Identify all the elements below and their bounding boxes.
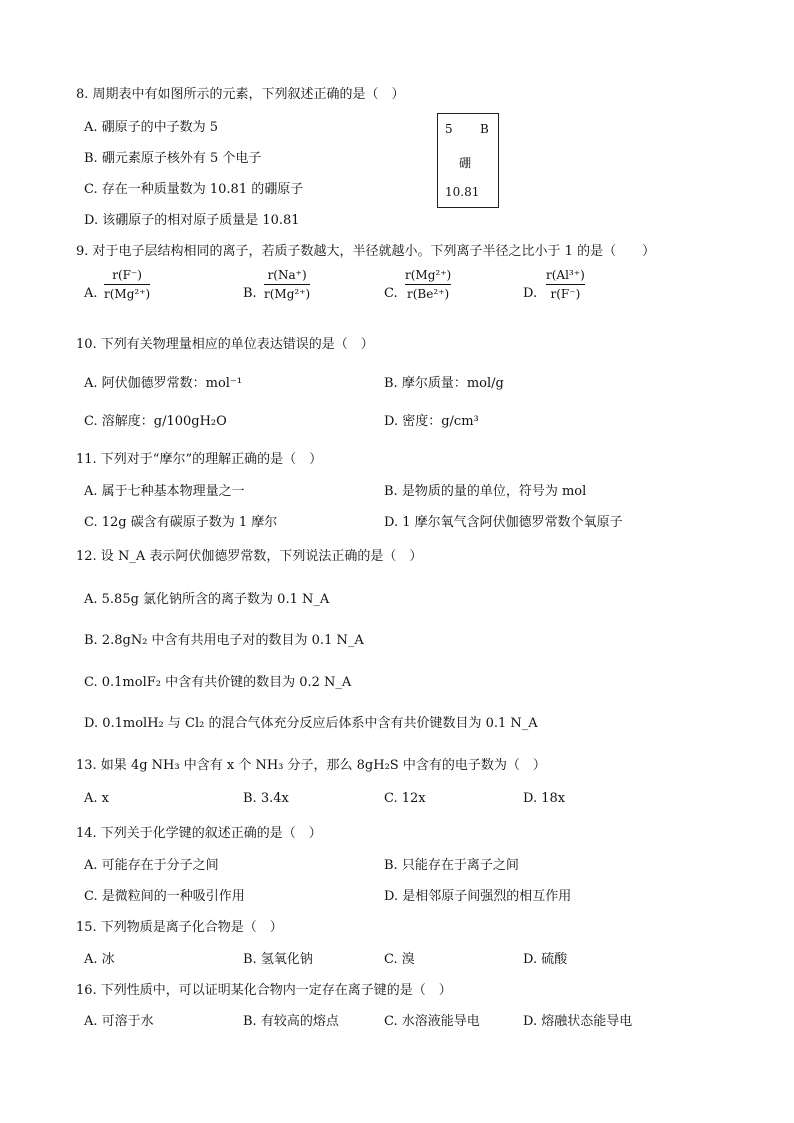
element-symbol: B xyxy=(480,122,489,136)
question-14-option-c: C. 是微粒间的一种吸引作用 xyxy=(84,889,245,904)
element-atomic-number: 5 xyxy=(445,122,453,136)
question-13-option-a: A. x xyxy=(84,791,109,806)
fraction-numerator: r(Al³⁺) xyxy=(546,268,585,282)
question-11-stem: 11. 下列对于“摩尔”的理解正确的是（ ） xyxy=(76,452,323,467)
fraction-numerator: r(Na⁺) xyxy=(267,268,307,282)
question-9-option-d-letter: D. xyxy=(523,286,538,301)
question-11-option-b: B. 是物质的量的单位，符号为 mol xyxy=(384,484,587,499)
question-13-option-d: D. 18x xyxy=(523,791,566,806)
question-9-option-a-letter: A. xyxy=(84,286,98,301)
question-14-stem: 14. 下列关于化学键的叙述正确的是（ ） xyxy=(76,826,322,841)
question-15-option-a: A. 冰 xyxy=(84,952,115,967)
question-12-option-d: D. 0.1molH₂ 与 Cl₂ 的混合气体充分反应后体系中含有共价键数目为 0.1 N_A xyxy=(84,716,538,731)
question-14-option-b: B. 只能存在于离子之间 xyxy=(384,858,519,873)
element-card-boron xyxy=(437,113,499,208)
fraction-bar xyxy=(264,284,310,285)
question-13-option-b: B. 3.4x xyxy=(243,791,289,806)
fraction-bar xyxy=(104,284,150,285)
question-8-option-d: D. 该硼原子的相对原子质量是 10.81 xyxy=(84,213,300,228)
fraction-bar xyxy=(546,284,585,285)
question-8-option-b: B. 硼元素原子核外有 5 个电子 xyxy=(84,151,262,166)
question-10-option-c: C. 溶解度：g/100gH₂O xyxy=(84,414,227,429)
question-11-option-d: D. 1 摩尔氧气含阿伏伽德罗常数个氧原子 xyxy=(384,515,623,530)
question-14-option-d: D. 是相邻原子间强烈的相互作用 xyxy=(384,889,572,904)
question-9-option-a-fraction xyxy=(104,268,150,301)
question-9-stem: 9. 对于电子层结构相同的离子，若质子数越大，半径就越小。下列离子半径之比小于 1 的是（ ） xyxy=(76,244,656,259)
question-10-stem: 10. 下列有关物理量相应的单位表达错误的是（ ） xyxy=(76,337,374,352)
question-12-option-c: C. 0.1molF₂ 中含有共价键的数目为 0.2 N_A xyxy=(84,675,352,690)
question-11-option-c: C. 12g 碳含有碳原子数为 1 摩尔 xyxy=(84,515,278,530)
question-16-option-d: D. 熔融状态能导电 xyxy=(523,1014,633,1029)
question-8-option-c: C. 存在一种质量数为 10.81 的硼原子 xyxy=(84,182,304,197)
question-9-option-b-letter: B. xyxy=(243,286,257,301)
question-12-option-b: B. 2.8gN₂ 中含有共用电子对的数目为 0.1 N_A xyxy=(84,633,364,648)
fraction-numerator: r(Mg²⁺) xyxy=(405,268,452,282)
fraction-denominator: r(Mg²⁺) xyxy=(264,287,311,301)
fraction-numerator: r(F⁻) xyxy=(112,268,142,282)
question-16-option-b: B. 有较高的熔点 xyxy=(243,1014,339,1029)
question-16-option-c: C. 水溶液能导电 xyxy=(384,1014,480,1029)
question-15-option-c: C. 溴 xyxy=(384,952,415,967)
question-9-option-b-fraction xyxy=(264,268,310,301)
fraction-denominator: r(F⁻) xyxy=(550,287,581,301)
question-13-option-c: C. 12x xyxy=(384,791,426,806)
question-13-stem: 13. 如果 4g NH₃ 中含有 x 个 NH₃ 分子，那么 8gH₂S 中含有的电子数为（ ） xyxy=(76,758,546,773)
fraction-denominator: r(Be²⁺) xyxy=(407,287,450,301)
question-12-option-a: A. 5.85g 氯化钠所含的离子数为 0.1 N_A xyxy=(84,592,330,607)
question-10-option-d: D. 密度：g/cm³ xyxy=(384,414,479,429)
question-10-option-a: A. 阿伏伽德罗常数：mol⁻¹ xyxy=(84,376,243,391)
question-10-option-b: B. 摩尔质量：mol/g xyxy=(384,376,504,391)
question-15-stem: 15. 下列物质是离子化合物是（ ） xyxy=(76,920,283,935)
question-16-option-a: A. 可溶于水 xyxy=(84,1014,154,1029)
element-atomic-mass: 10.81 xyxy=(445,185,480,199)
question-9-option-d-fraction xyxy=(546,268,585,301)
question-14-option-a: A. 可能存在于分子之间 xyxy=(84,858,219,873)
question-8-stem: 8. 周期表中有如图所示的元素，下列叙述正确的是（ ） xyxy=(76,87,405,102)
question-15-option-d: D. 硫酸 xyxy=(523,952,568,967)
question-9-option-c-fraction xyxy=(405,268,451,301)
fraction-bar xyxy=(405,284,451,285)
question-12-stem: 12. 设 N_A 表示阿伏伽德罗常数，下列说法正确的是（ ） xyxy=(76,549,423,564)
question-11-option-a: A. 属于七种基本物理量之一 xyxy=(84,484,245,499)
question-8-option-a: A. 硼原子的中子数为 5 xyxy=(84,120,219,135)
question-9-option-c-letter: C. xyxy=(384,286,398,301)
question-16-stem: 16. 下列性质中，可以证明某化合物内一定存在离子键的是（ ） xyxy=(76,983,452,998)
fraction-denominator: r(Mg²⁺) xyxy=(104,287,151,301)
question-15-option-b: B. 氢氧化钠 xyxy=(243,952,313,967)
element-name: 硼 xyxy=(459,156,472,170)
